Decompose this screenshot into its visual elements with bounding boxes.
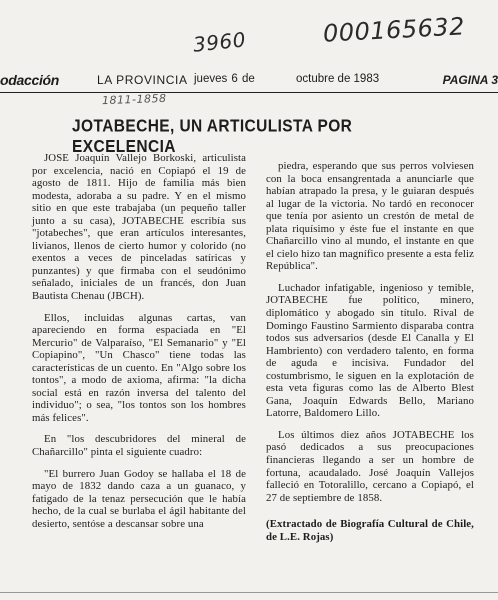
section-label: odacción bbox=[0, 72, 60, 88]
dateline-right: octubre de 1983 bbox=[296, 73, 380, 85]
paragraph: Luchador infatigable, ingenioso y temible, JOTABECHE fue político, minero, diplomático y abogado sin título. Rival de Domingo Faustino Sarmiento disparaba contra todos sus adversarios (desde El Canalla y El Hambriento) con verdadero talento, en forma de aguda e incisiva. Fundador del costumbrismo, le siguen en la explotación de esta veta figuras como las de Alberto Blest Gana, Joaquín Edwards Bello, Mariano Latorre, Baldomero Lillo. bbox=[266, 281, 474, 420]
paragraph: Los últimos diez años JOTABECHE los pasó dedicados a sus preocupaciones financieras llegando a ser un hombre de fortuna, acaudalado. José Joaquín Vallejos falleció en Totoralillo, cercano a Copiapó, el 27 de septiembre de 1858. bbox=[266, 428, 474, 504]
article-headline: JOTABECHE, UN ARTICULISTA POR EXCELENCIA bbox=[72, 116, 353, 157]
article-column-left bbox=[32, 152, 246, 539]
paragraph: "El burrero Juan Godoy se hallaba el 18 de mayo de 1832 dando caza a un guanaco, y fatigado de la tenaz persecución que le había hecho, de la cual se burlaba el ágil habitante del desierto, sentóse a descansar sobre una bbox=[32, 467, 246, 530]
masthead: LA PROVINCIA bbox=[97, 73, 188, 87]
paragraph: JOSE Joaquín Vallejo Borkoski, articulista por excelencia, nació en Copiapó el 19 de agosto de 1811. Hijo de familia más bien modesta, adoraba a su padre. Y en el mismo sitio en que este trabajaba (un pequeño taller junto a su casa), JOTABECHE escribía sus "jotabeches", que eran artículos interesantes, livianos, llenos de cierto humor y colorido (no exentos a veces de pinceladas satíricas y punzantes) y que firmaba con el seudónimo señalado, iniciales de un francés, don Juan Bautista Chenau (JBCH). bbox=[32, 152, 246, 303]
dateline: jueves 6 de bbox=[194, 73, 255, 85]
paragraph: En "los descubridores del mineral de Chañarcillo" pinta el siguiente cuadro: bbox=[32, 433, 246, 459]
newspaper-header bbox=[0, 70, 498, 93]
handwritten-dates: 1811-1858 bbox=[101, 91, 167, 108]
article-credit: (Extractado de Biografía Cultural de Chile, de L.E. Rojas) bbox=[266, 518, 474, 543]
handwritten-number-right: 000165632 bbox=[322, 12, 466, 48]
article-column-right bbox=[266, 160, 474, 552]
page-label: PAGINA 3 bbox=[442, 73, 498, 87]
bottom-divider bbox=[0, 592, 498, 593]
paragraph: Ellos, incluidas algunas cartas, van apareciendo en forma espaciada en "El Mercurio" de Valparaíso, "El Semanario" y "El Copiapino", "Un Chasco" tiene todas las características de un cuento. En "Algo sobre los tontos", a modo de axioma, afirma: "la dicha social está en razón inversa del talento del individuo"; o sea, "los tontos son los hombres más felices". bbox=[32, 311, 246, 424]
handwritten-number-left: 3960 bbox=[191, 27, 248, 57]
paragraph: piedra, esperando que sus perros volviesen con la boca ensangrentada a anunciarle que habían atrapado la presa, y le guiaran después al lugar de la victoria. No tardó en reconocer que tenía por asiento un crestón de metal de plata riquísimo y éste fue el instante en que Chañarcillo vino al mundo, el instante en que el cielo hizo tan magnífico presente a esta feliz República". bbox=[266, 160, 474, 273]
